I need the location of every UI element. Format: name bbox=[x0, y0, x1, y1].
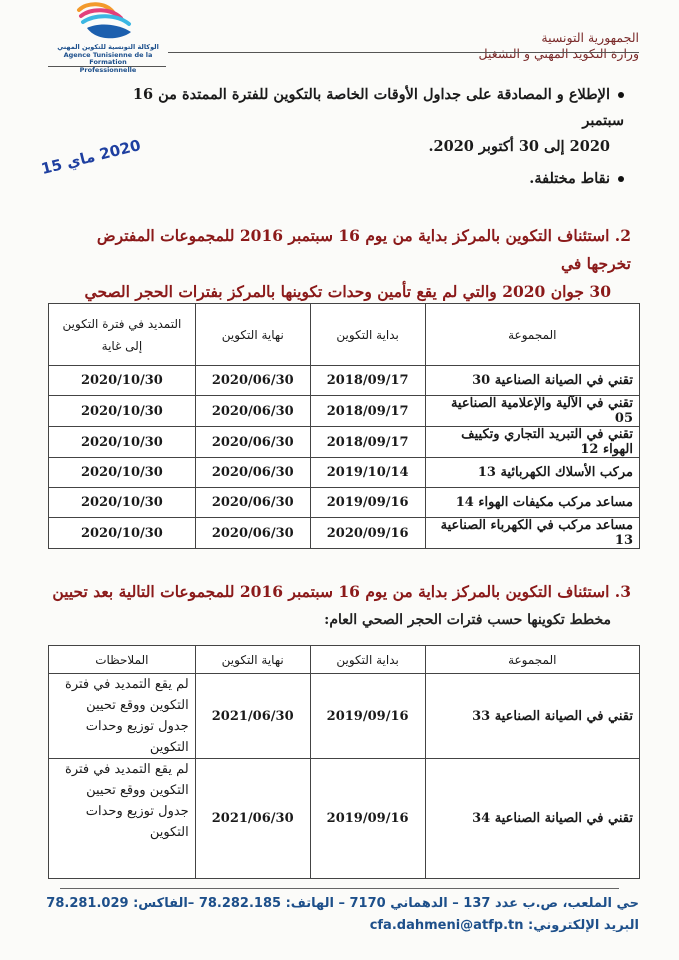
header-start: بداية التكوين bbox=[310, 646, 425, 674]
cell-start: 2018/09/17 bbox=[310, 427, 425, 458]
cell-extension: 2020/10/30 bbox=[49, 427, 196, 458]
footer-email: البريد الإلكتروني: cfa.dahmeni@atfp.tn bbox=[369, 918, 639, 933]
header-group: المجموعة bbox=[425, 304, 639, 366]
section-2-line1: 2. استئناف التكوين بالمركز بداية من يوم 16 سبتمبر 2016 للمجموعات المفترض تخرجها في bbox=[96, 226, 631, 273]
cell-extension: 2020/10/30 bbox=[49, 458, 196, 488]
agency-logo-icon bbox=[73, 0, 143, 44]
date-stamp: 2020 ماي 15 bbox=[39, 135, 143, 179]
table-updated-plan bbox=[48, 645, 640, 879]
cell-start: 2018/09/17 bbox=[310, 396, 425, 427]
table-row bbox=[49, 518, 640, 549]
cell-group: مركب الأسلاك الكهربائية 13 bbox=[425, 458, 639, 488]
cell-extension: 2020/10/30 bbox=[49, 518, 196, 549]
bullet-text-line1: الإطلاع و المصادقة على جداول الأوقات الخاصة بالتكوين للفترة الممتدة من 16 سبتمبر bbox=[132, 86, 624, 129]
republic-title: الجمهورية التونسية bbox=[541, 30, 639, 45]
cell-extension: 2020/10/30 bbox=[49, 366, 196, 396]
cell-end: 2020/06/30 bbox=[195, 458, 310, 488]
cell-start: 2019/10/14 bbox=[310, 458, 425, 488]
table-row bbox=[49, 427, 640, 458]
header-start: بداية التكوين bbox=[310, 304, 425, 366]
logo-divider bbox=[48, 66, 166, 67]
footer-address: حي الملعب، ص.ب عدد 137 – الدهماني 7170 – الهاتف: 78.282.185 –الفاكس: 78.281.029 bbox=[46, 896, 639, 911]
cell-notes: لم يقع التمديد في فترة التكوين ووقع تحيين جدول توزيع وحدات التكوين bbox=[49, 759, 196, 879]
logo-french-line1: Agence Tunisienne de la Formation bbox=[63, 50, 153, 66]
header-divider bbox=[168, 52, 639, 53]
table-header-row bbox=[49, 304, 640, 366]
bullet-misc-text: نقاط مختلفة. bbox=[529, 170, 610, 187]
letterhead bbox=[479, 30, 639, 62]
logo-arabic-name: الوكالة التونسية للتكوين المهني bbox=[57, 43, 159, 51]
header-extension: التمديد في فترة التكوين إلى غاية bbox=[49, 304, 196, 366]
cell-extension: 2020/10/30 bbox=[49, 488, 196, 518]
cell-start: 2019/09/16 bbox=[310, 488, 425, 518]
header-group: المجموعة bbox=[425, 646, 639, 674]
table-row bbox=[49, 458, 640, 488]
section-3-line2: مخطط تكوينها حسب فترات الحجر الصحي العام: bbox=[324, 612, 611, 628]
cell-extension: 2020/10/30 bbox=[49, 396, 196, 427]
footer-contact bbox=[39, 893, 639, 937]
cell-notes: لم يقع التمديد في فترة التكوين ووقع تحيين جدول توزيع وحدات التكوين bbox=[49, 674, 196, 759]
cell-start: 2018/09/17 bbox=[310, 366, 425, 396]
bullet-dot-icon bbox=[618, 176, 624, 182]
cell-end: 2021/06/30 bbox=[195, 759, 310, 879]
section-2-line2: 30 جوان 2020 والتي لم يقع تأمين وحدات تكوينها بالمركز بفترات الحجر الصحي bbox=[84, 282, 611, 301]
logo-french-line2: Professionnelle bbox=[79, 65, 137, 74]
cell-group: تقني في الصيانة الصناعية 34 bbox=[425, 759, 639, 879]
header-end: نهاية التكوين bbox=[195, 304, 310, 366]
table-extension bbox=[48, 303, 640, 549]
bullet-text-line2: 2020 إلى 30 أكتوبر 2020. bbox=[428, 138, 610, 155]
cell-group: تقني في الصيانة الصناعية 33 bbox=[425, 674, 639, 759]
cell-start: 2019/09/16 bbox=[310, 759, 425, 879]
cell-end: 2020/06/30 bbox=[195, 396, 310, 427]
cell-end: 2021/06/30 bbox=[195, 674, 310, 759]
ministry-title: وزارة التكويد المهني و التشغيل bbox=[478, 46, 639, 61]
bullet-dot-icon bbox=[618, 92, 624, 98]
cell-end: 2020/06/30 bbox=[195, 366, 310, 396]
section-3-heading bbox=[51, 578, 631, 634]
table-header-row bbox=[49, 646, 640, 674]
table-row bbox=[49, 366, 640, 396]
agency-logo bbox=[48, 0, 168, 74]
cell-start: 2019/09/16 bbox=[310, 674, 425, 759]
header-end: نهاية التكوين bbox=[195, 646, 310, 674]
cell-group: تقني في التبريد التجاري وتكييف الهواء 12 bbox=[425, 427, 639, 458]
cell-end: 2020/06/30 bbox=[195, 518, 310, 549]
cell-end: 2020/06/30 bbox=[195, 488, 310, 518]
cell-start: 2020/09/16 bbox=[310, 518, 425, 549]
cell-end: 2020/06/30 bbox=[195, 427, 310, 458]
bullet-timetable bbox=[104, 82, 624, 160]
header-notes: الملاحظات bbox=[49, 646, 196, 674]
bullet-misc bbox=[104, 166, 624, 192]
footer-divider bbox=[60, 888, 619, 889]
cell-group: مساعد مركب مكيفات الهواء 14 bbox=[425, 488, 639, 518]
table-row bbox=[49, 759, 640, 879]
cell-group: تقني في الآلية والإعلامية الصناعية 05 bbox=[425, 396, 639, 427]
table-row bbox=[49, 488, 640, 518]
section-3-line1: 3. استئناف التكوين بالمركز بداية من يوم 16 سبتمبر 2016 للمجموعات التالية بعد تحيين bbox=[52, 582, 631, 601]
cell-group: تقني في الصيانة الصناعية 30 bbox=[425, 366, 639, 396]
table-row bbox=[49, 674, 640, 759]
cell-group: مساعد مركب في الكهرباء الصناعية 13 bbox=[425, 518, 639, 549]
table-row bbox=[49, 396, 640, 427]
